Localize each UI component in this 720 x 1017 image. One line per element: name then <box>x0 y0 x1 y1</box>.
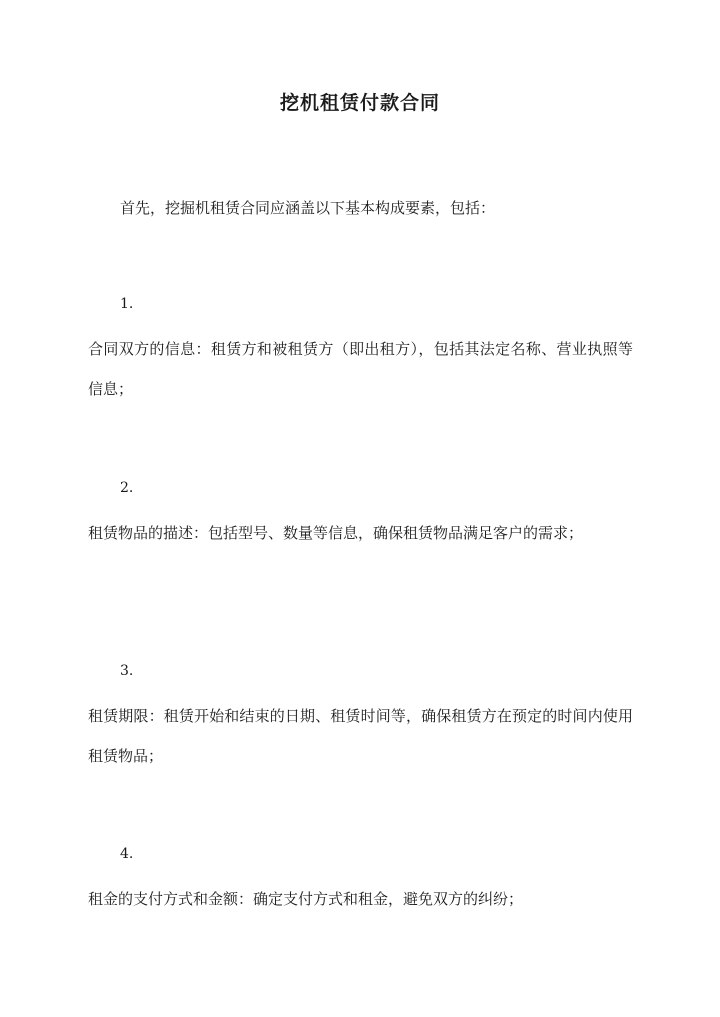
item-text: 合同双方的信息：租赁方和被租赁方（即出租方），包括其法定名称、营业执照等信息； <box>88 340 633 398</box>
intro-paragraph: 首先，挖掘机租赁合同应涵盖以下基本构成要素，包括： <box>120 199 496 217</box>
item-number: 4. <box>120 846 134 862</box>
item-number: 3. <box>120 663 134 679</box>
document-title: 挖机租赁付款合同 <box>279 92 440 114</box>
item-number: 1. <box>120 296 134 312</box>
item-text: 租金的支付方式和金额：确定支付方式和租金，避免双方的纠纷； <box>88 890 524 908</box>
item-text: 租赁期限：租赁开始和结束的日期、租赁时间等，确保租赁方在预定的时间内使用租赁物品； <box>88 707 633 765</box>
item-number: 2. <box>120 480 134 496</box>
item-text: 租赁物品的描述：包括型号、数量等信息，确保租赁物品满足客户的需求； <box>88 524 584 542</box>
